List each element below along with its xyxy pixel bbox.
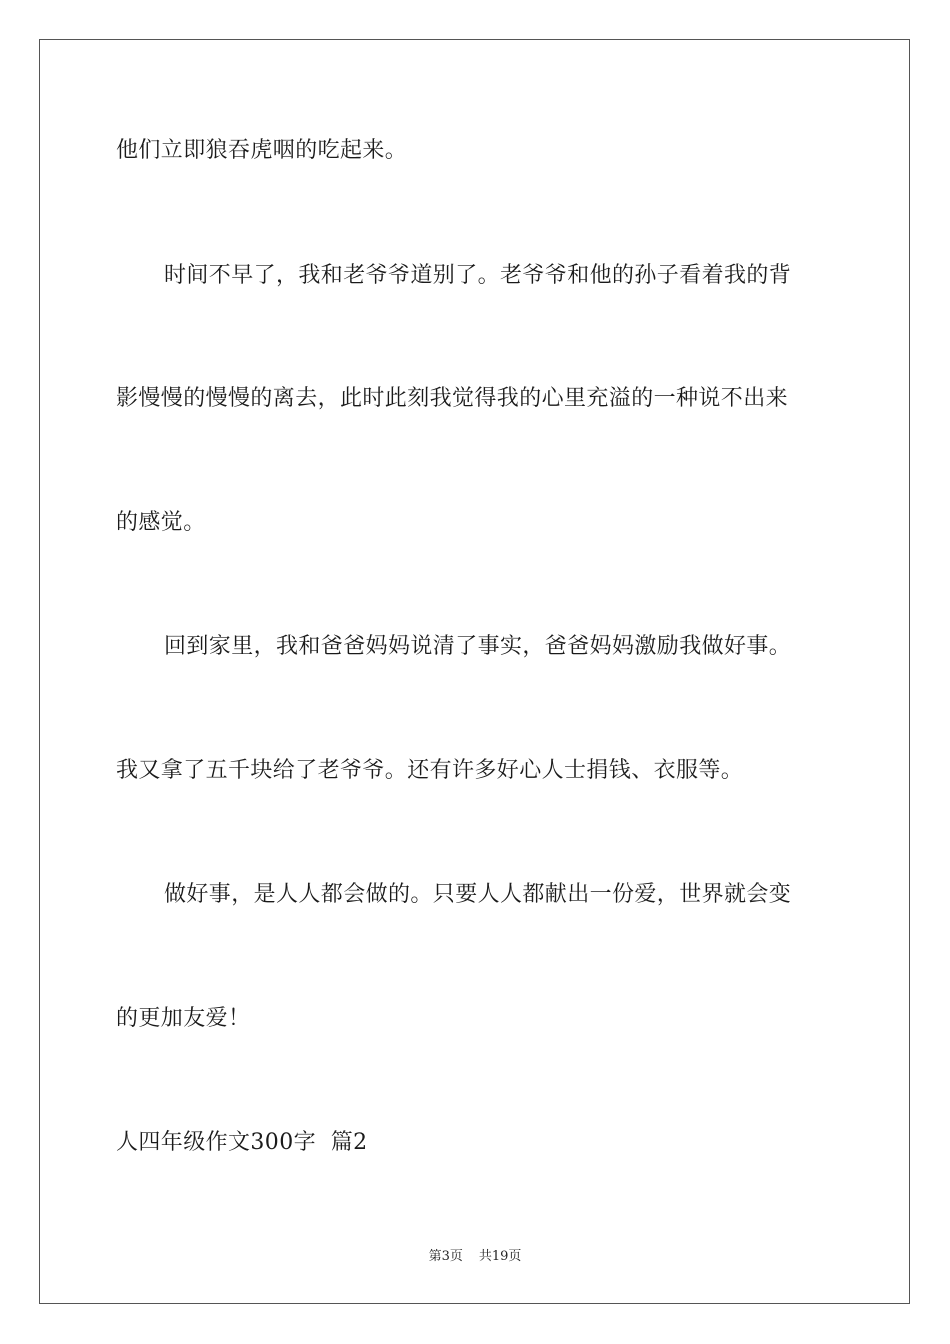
page-footer [0, 1248, 950, 1266]
paragraph-line-3: 影慢慢的慢慢的离去，此时此刻我觉得我的心里充溢的一种说不出来 [116, 386, 789, 411]
paragraph-line-2: 时间不早了，我和老爷爷道别了。老爷爷和他的孙子看着我的背 [164, 263, 792, 288]
paragraph-line-6: 我又拿了五千块给了老爷爷。还有许多好心人士捐钱、衣服等。 [116, 758, 744, 783]
paragraph-line-1: 他们立即狼吞虎咽的吃起来。 [116, 138, 408, 163]
page-number-total: 共19页 [478, 1249, 522, 1264]
paragraph-line-7: 做好事，是人人都会做的。只要人人都献出一份爱，世界就会变 [164, 882, 792, 907]
section-heading: 人四年级作文300字 篇2 [116, 1130, 368, 1155]
paragraph-line-5: 回到家里，我和爸爸妈妈说清了事实，爸爸妈妈激励我做好事。 [164, 634, 792, 659]
paragraph-line-8: 的更加友爱！ [116, 1006, 251, 1031]
page-frame [39, 39, 910, 1304]
page-number-current: 第3页 [428, 1249, 463, 1264]
paragraph-line-4: 的感觉。 [116, 510, 206, 535]
